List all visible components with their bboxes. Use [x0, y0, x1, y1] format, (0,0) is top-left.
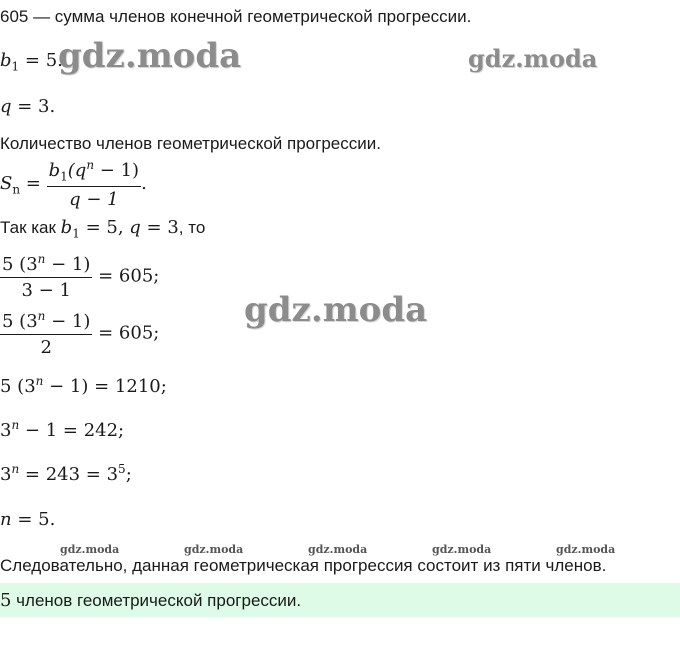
watermark: gdz.moda [468, 44, 598, 73]
line-sum: 605 — сумма членов конечной геометрической прогрессии. [0, 7, 472, 26]
step-4: $3^n - 1 = 242$; [0, 418, 125, 441]
watermark: gdz.moda [556, 543, 616, 556]
step-2: $\frac{5 (3^n - 1)}{2}$ = 605; [2, 309, 160, 358]
conclusion: Следовательно, данная геометрическая прогрессия состоит из пяти членов. [0, 556, 607, 575]
watermark: gdz.moda [58, 36, 242, 76]
b1-value: $b_1 = 5$. [0, 50, 63, 74]
step-1: $\frac{5 (3^n - 1)}{3 - 1}$ = 605; [2, 252, 160, 301]
watermark: gdz.moda [308, 543, 368, 556]
count-label: Количество членов геометрической прогрессии. [0, 134, 381, 153]
step-6: n = 5. [0, 509, 56, 530]
step-3: 5 $(3^n - 1) = 1210$; [0, 374, 167, 397]
watermark: gdz.moda [184, 543, 244, 556]
sum-formula: $S_n$ = $\frac{b_1(q^n - 1)}{q - 1}$ . [0, 158, 147, 210]
q-value: q = 3. [0, 96, 56, 117]
watermark: gdz.moda [60, 543, 120, 556]
given-line: Так как $b_1 = 5$, q = 3, то [0, 217, 206, 241]
answer-text: 5 членов геометрической прогрессии. [0, 590, 302, 611]
step-5: $3^n = 243 = 3^5$; [0, 462, 132, 485]
watermark: gdz.moda [244, 290, 428, 330]
watermark: gdz.moda [432, 543, 492, 556]
answer-box [0, 583, 680, 617]
